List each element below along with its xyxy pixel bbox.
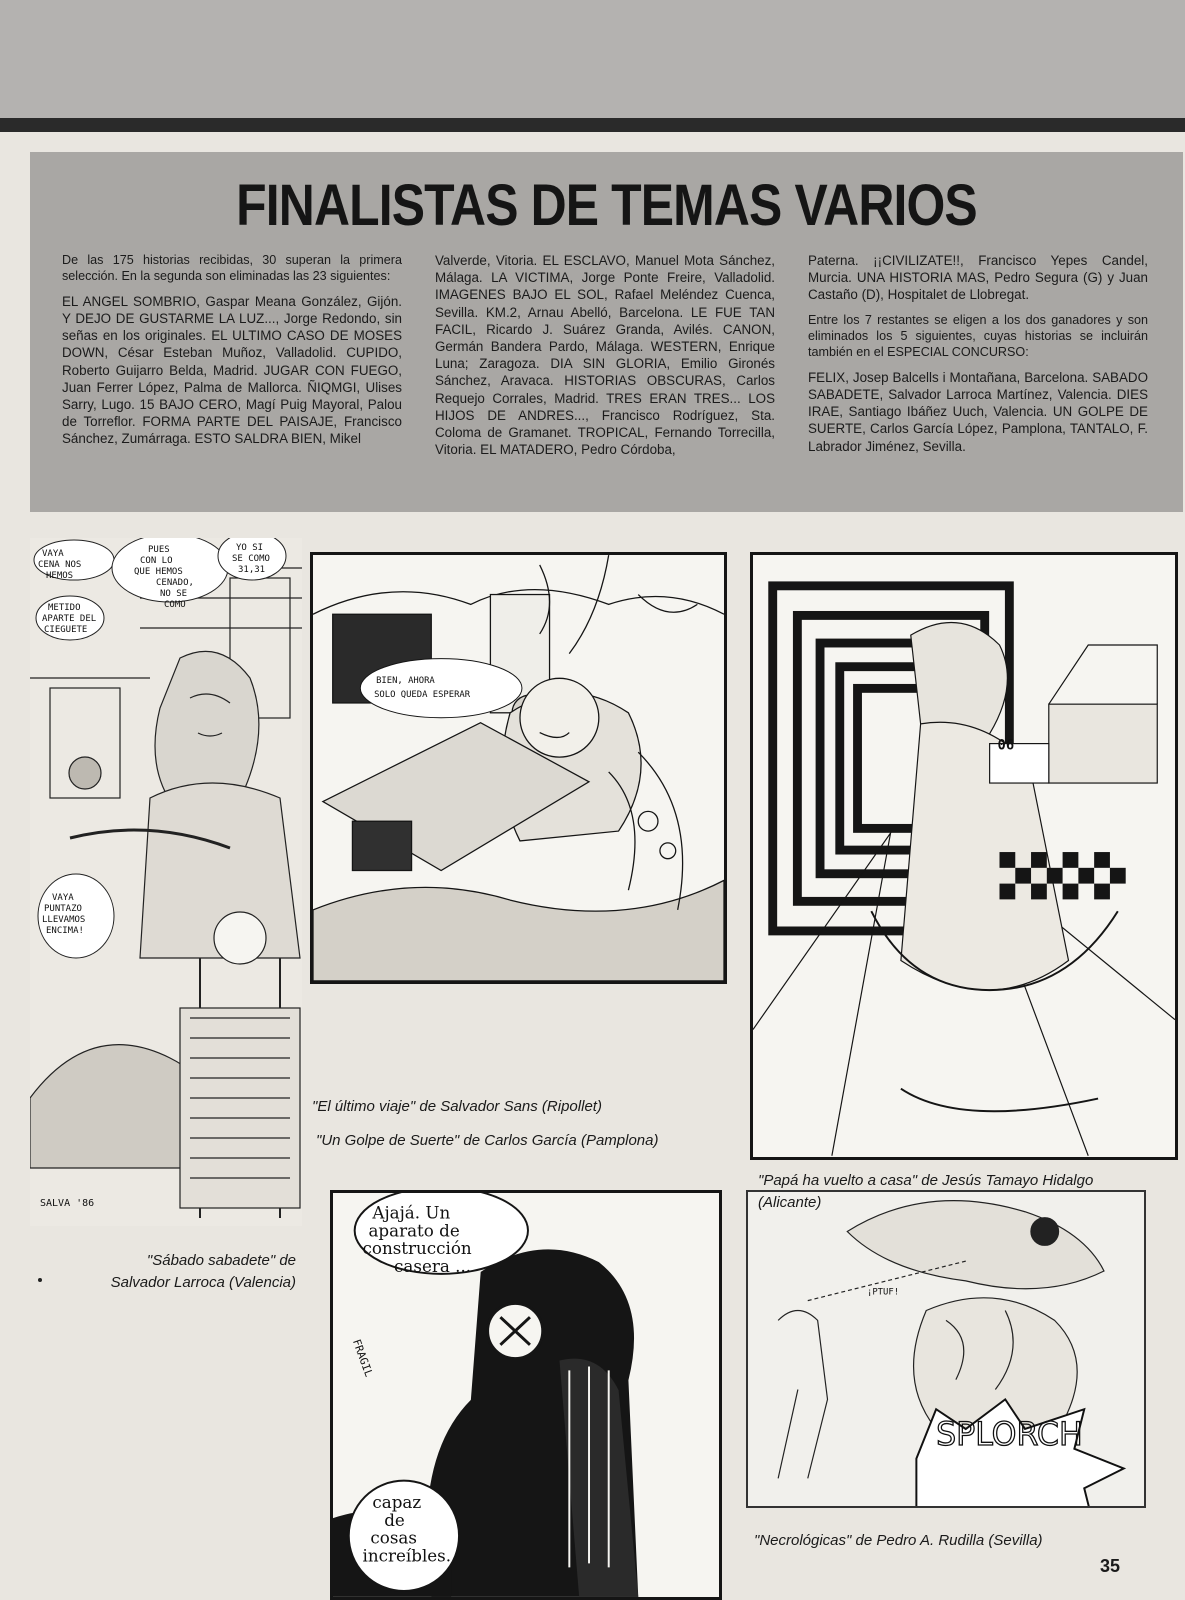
panel-drawing bbox=[333, 1193, 719, 1597]
svg-text:VAYA: VAYA bbox=[52, 893, 74, 903]
svg-text:QUE HEMOS: QUE HEMOS bbox=[134, 567, 183, 577]
svg-text:ENCIMA!: ENCIMA! bbox=[46, 926, 84, 936]
svg-text:construcción: construcción bbox=[362, 1238, 472, 1259]
svg-text:APARTE DEL: APARTE DEL bbox=[42, 614, 97, 624]
page-title: FINALISTAS DE TEMAS VARIOS bbox=[236, 173, 977, 238]
svg-text:SOLO QUEDA ESPERAR: SOLO QUEDA ESPERAR bbox=[374, 690, 471, 701]
svg-text:aparato de: aparato de bbox=[368, 1220, 460, 1241]
svg-text:METIDO: METIDO bbox=[48, 603, 81, 613]
crate-text: FRAGIL bbox=[349, 1337, 376, 1379]
text-column-3 bbox=[808, 252, 1148, 463]
caption-sabado-sabadete: "Sábado sabadete" de Salvador Larroca (Valencia) bbox=[110, 1252, 296, 1291]
svg-text:cosas: cosas bbox=[370, 1527, 417, 1548]
caption-necrologicas: "Necrológicas" de Pedro A. Rudilla (Sevilla) bbox=[754, 1532, 1043, 1549]
eliminated-list-part-2: Valverde, Vitoria. EL ESCLAVO, Manuel Mota Sánchez, Málaga. LA VICTIMA, Jorge Ponte Freire, Valladolid. IMAGENES BAJO EL SOL, Rafael Meléndez Cuenca, Sevilla. KM.2, Arnau Abelló, Barcelona. LE FUE TAN FACIL, Ricardo J. Suárez Granda, Avilés. CANON, Germán Bandera Pardo, Málaga. WESTERN, Enrique Luna; Zaragoza. DIA SIN GLORIA, Emilio Gironés Sánchez, Aravaca. HISTORIAS OBSCURAS, Carlos Requejo Corrales, Madrid. TRES ERAN TRES... LOS HIJOS DE ANDRES..., Francisco Rodríguez, Sta. Coloma de Gramanet. TROPICAL, Fernando Torrecilla, Vitoria. EL MATADERO, Pedro Córdoba, bbox=[435, 253, 775, 458]
svg-text:PUES: PUES bbox=[148, 545, 170, 555]
comic-panel-un-golpe-de-suerte bbox=[330, 1190, 722, 1600]
eliminated-list-part-1: EL ANGEL SOMBRIO, Gaspar Meana González, Gijón. Y DEJO DE GUSTARME LA LUZ..., Jorge Redondo, sin señas en los originales. EL ULTIMO CASO DE MOSES DOWN, César Esteban Muñoz, Valladolid. CUPIDO, Roberto Guijarro Belda, Madrid. JUGAR CON FUEGO, Juan Ferrer López, Palma de Mallorca. ÑIQMGI, Ulises Sarry, Lugo. 15 BAJO CERO, Magí Puig Mayoral, Palou de Torreflor. FORMA PARTE DEL PAISAJE, Francisco Sánchez, Zumárraga. ESTO SALDRA BIEN, Mikel bbox=[62, 293, 402, 447]
caption-un-golpe-de-suerte: "Un Golpe de Suerte" de Carlos García (Pamplona) bbox=[316, 1132, 659, 1149]
comic-panel-papa-ha-vuelto bbox=[750, 552, 1178, 1160]
comic-panel-sabado-sabadete bbox=[30, 538, 302, 1226]
svg-text:SALVA '86: SALVA '86 bbox=[40, 1198, 95, 1209]
comic-panel-necrologicas bbox=[746, 1190, 1146, 1508]
svg-text:NO SE: NO SE bbox=[160, 589, 188, 599]
svg-text:capaz: capaz bbox=[372, 1492, 422, 1513]
svg-text:SE COMO: SE COMO bbox=[232, 554, 270, 564]
svg-text:CON LO: CON LO bbox=[140, 556, 173, 566]
page-number: 35 bbox=[1100, 1556, 1121, 1576]
svg-text:COMO: COMO bbox=[164, 600, 186, 610]
balloon-text: Ajajá. Un bbox=[372, 1202, 451, 1223]
intro-paragraph: De las 175 historias recibidas, 30 superan la primera selección. En la segunda son eliminadas las 23 siguientes: bbox=[62, 253, 402, 284]
panel-drawing bbox=[748, 1192, 1144, 1506]
sfx-ptuf: ¡PTUF! bbox=[867, 1287, 900, 1298]
caption-papa-ha-vuelto: "Papá ha vuelto a casa" de Jesús Tamayo Hidalgo (Alicante) bbox=[758, 1172, 1094, 1211]
sfx-splorch: SPLORCH bbox=[936, 1416, 1083, 1453]
caption-el-ultimo-viaje: "El último viaje" de Salvador Sans (Ripollet) bbox=[312, 1098, 602, 1115]
top-gray-band bbox=[0, 0, 1185, 118]
panel-drawing bbox=[313, 555, 724, 981]
balloon-text: BIEN, AHORA bbox=[376, 676, 435, 687]
svg-text:LLEVAMOS: LLEVAMOS bbox=[42, 915, 86, 925]
panel-drawing bbox=[753, 555, 1175, 1157]
remaining-intro: Entre los 7 restantes se eligen a los dos ganadores y son eliminados los 5 siguientes, cuyas historias se incluirán también en el ESPECIAL CONCURSO: bbox=[808, 312, 1148, 360]
comic-panel-el-ultimo-viaje bbox=[310, 552, 727, 984]
svg-text:HEMOS: HEMOS bbox=[46, 571, 74, 581]
eliminated-list-part-3: Paterna. ¡¡CIVILIZATE!!, Francisco Yepes Candel, Murcia. UNA HISTORIA MAS, Pedro Segura (G) y Juan Castaño (D), Hospitalet de Llobregat. bbox=[808, 253, 1148, 303]
finalists-header-box bbox=[30, 152, 1183, 512]
text-column-2 bbox=[435, 252, 775, 466]
svg-text:YO SI: YO SI bbox=[236, 543, 264, 553]
svg-text:PUNTAZO: PUNTAZO bbox=[44, 904, 82, 914]
chest-number: 06 bbox=[997, 737, 1015, 754]
svg-text:CIEGUETE: CIEGUETE bbox=[44, 625, 88, 635]
svg-text:casera ...: casera ... bbox=[394, 1255, 472, 1276]
balloon-text: VAYA bbox=[42, 549, 64, 559]
text-column-1 bbox=[62, 252, 402, 456]
panel-drawing bbox=[30, 538, 302, 1226]
svg-text:CENA NOS: CENA NOS bbox=[38, 560, 82, 570]
svg-text:CENADO,: CENADO, bbox=[156, 578, 194, 588]
svg-text:increíbles.: increíbles. bbox=[362, 1545, 452, 1566]
ink-dot bbox=[38, 1278, 42, 1282]
top-black-rule bbox=[0, 118, 1185, 132]
special-contest-list: FELIX, Josep Balcells i Montañana, Barcelona. SABADO SABADETE, Salvador Larroca Martínez, Valencia. DIES IRAE, Santiago Ibáñez Uuch, Valencia. UN GOLPE DE SUERTE, Carlos García López, Pamplona, TANTALO, F. Labrador Jiménez, Sevilla. bbox=[808, 369, 1148, 454]
svg-text:31,31: 31,31 bbox=[238, 565, 266, 575]
svg-text:de: de bbox=[384, 1509, 405, 1530]
